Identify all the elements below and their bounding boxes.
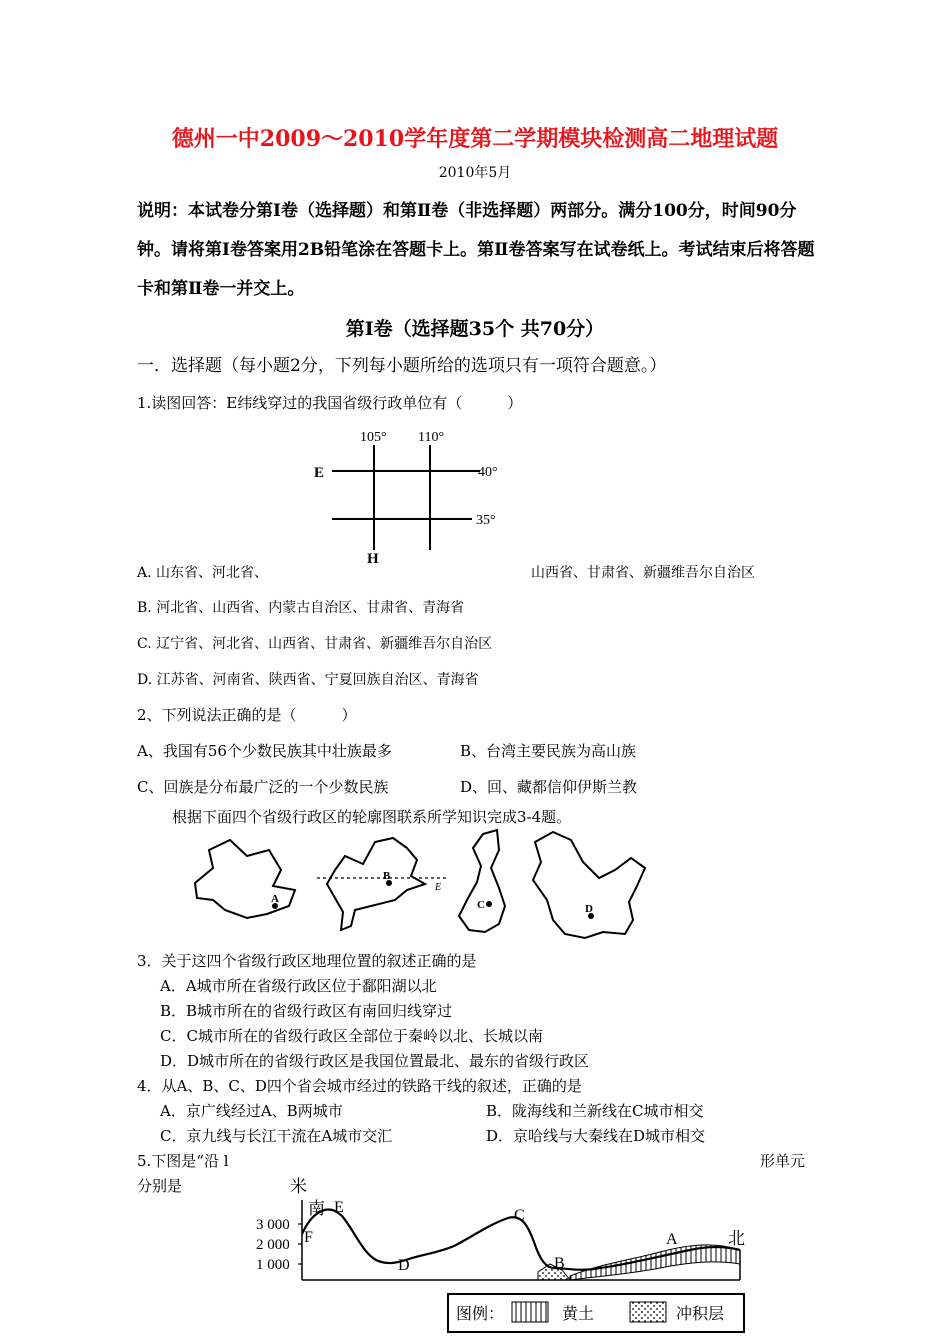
map-label-d: D <box>585 903 593 915</box>
q1-stem: 1.读图回答：E纬线穿过的我国省级行政单位有（ ） <box>137 394 523 412</box>
profile-north: 北 <box>728 1229 745 1248</box>
q3-stem: 3．关于这四个省级行政区地理位置的叙述正确的是 <box>137 952 477 970</box>
legend-alluvial: 冲积层 <box>676 1306 725 1323</box>
part-heading: 一．选择题（每小题2分，下列每小题所给的选项只有一项符合题意。） <box>137 356 667 376</box>
exam-date: 2010年5月 <box>438 165 512 181</box>
q4-stem: 4．从A、B、C、D四个省会城市经过的铁路干线的叙述，正确的是 <box>137 1077 582 1095</box>
q1-grid-figure <box>300 425 520 570</box>
q5-stem: 5.下图是“沿 l <box>137 1152 229 1170</box>
province-outline-d <box>533 832 645 938</box>
lat-35-label: 35° <box>476 513 496 528</box>
map-label-a: A <box>271 893 279 905</box>
city-c-dot <box>486 901 492 907</box>
profile-unit: 米 <box>290 1177 307 1196</box>
point-d: D <box>398 1257 410 1274</box>
q2-stem: 2、下列说法正确的是（ ） <box>137 706 357 724</box>
page-title: 德州一中2009～2010学年度第二学期模块检测高二地理试题 <box>171 126 779 152</box>
y-tick-1000: 1 000 <box>256 1257 290 1273</box>
q1-option-a-cont: 山西省、甘肃省、新疆维吾尔自治区 <box>531 565 755 581</box>
terrain-profile-figure <box>250 1172 760 1342</box>
q2-option-b: B、台湾主要民族为高山族 <box>460 742 637 760</box>
legend-alluvial-swatch <box>630 1302 666 1322</box>
q1-option-d: D. 江苏省、河南省、陕西省、宁夏回族自治区、青海省 <box>137 672 479 688</box>
q3-option-d: D．D城市所在的省级行政区是我国位置最北、最东的省级行政区 <box>160 1052 590 1070</box>
y-tick-3000: 3 000 <box>256 1217 290 1233</box>
point-e: E <box>334 1199 344 1216</box>
label-e: E <box>314 465 325 481</box>
map-label-b: B <box>383 870 391 882</box>
province-outline-maps <box>185 828 665 943</box>
profile-south: 南 <box>308 1199 325 1218</box>
province-outline-a <box>195 840 295 918</box>
instructions: 说明：本试卷分第Ⅰ卷（选择题）和第Ⅱ卷（非选择题）两部分。满分100分，时间90分钟。请将第Ⅰ卷答案用2B铅笔涂在答题卡上。第Ⅱ卷答案写在试卷纸上。考试结束后将答题卡和第Ⅱ卷一并交上。 <box>137 201 815 299</box>
map-label-c: C <box>477 899 485 911</box>
point-a: A <box>666 1231 678 1248</box>
section-title: 第Ⅰ卷（选择题35个 共70分） <box>345 318 605 340</box>
q5-stem-line2: 分别是 <box>137 1177 183 1195</box>
point-b: B <box>554 1255 565 1272</box>
q4-option-c: C．京九线与长江干流在A城市交汇 <box>160 1127 393 1145</box>
point-c: C <box>514 1207 525 1224</box>
q1-option-a: A. 山东省、河北省、 <box>137 565 269 581</box>
q2-option-a: A、我国有56个少数民族其中壮族最多 <box>137 742 392 760</box>
province-outline-b <box>327 838 425 930</box>
q5-stem-cont: 形单元 <box>760 1152 806 1170</box>
legend-loess: 黄土 <box>562 1306 595 1323</box>
q2-option-c: C、回族是分布最广泛的一个少数民族 <box>137 778 389 796</box>
y-tick-2000: 2 000 <box>256 1237 290 1253</box>
lon-105-label: 105° <box>360 430 387 445</box>
legend-title: 图例： <box>456 1306 505 1323</box>
q1-option-c: C. 辽宁省、河北省、山西省、甘肃省、新疆维吾尔自治区 <box>137 636 493 652</box>
lat-40-label: 40° <box>478 465 498 480</box>
q3-option-b: B．B城市所在的省级行政区有南回归线穿过 <box>160 1002 453 1020</box>
q1-option-b: B. 河北省、山西省、内蒙古自治区、甘肃省、青海省 <box>137 600 465 616</box>
legend-loess-swatch <box>512 1302 548 1322</box>
lon-110-label: 110° <box>418 430 445 445</box>
province-outline-c <box>459 830 505 932</box>
group-intro: 根据下面四个省级行政区的轮廓图联系所学知识完成3-4题。 <box>172 808 572 826</box>
q2-option-d: D、回、藏都信仰伊斯兰教 <box>460 778 638 796</box>
q3-option-c: C．C城市所在的省级行政区全部位于秦岭以北、长城以南 <box>160 1027 543 1045</box>
q3-option-a: A．A城市所在省级行政区位于鄱阳湖以北 <box>160 977 437 995</box>
q4-option-a: A．京广线经过A、B两城市 <box>160 1102 343 1120</box>
point-f: F <box>304 1229 313 1246</box>
label-h: H <box>367 551 379 567</box>
q4-option-d: D．京哈线与大秦线在D城市相交 <box>486 1127 706 1145</box>
loess-layer <box>570 1245 740 1280</box>
q4-option-b: B．陇海线和兰新线在C城市相交 <box>486 1102 704 1120</box>
map-label-e: E <box>435 882 442 893</box>
